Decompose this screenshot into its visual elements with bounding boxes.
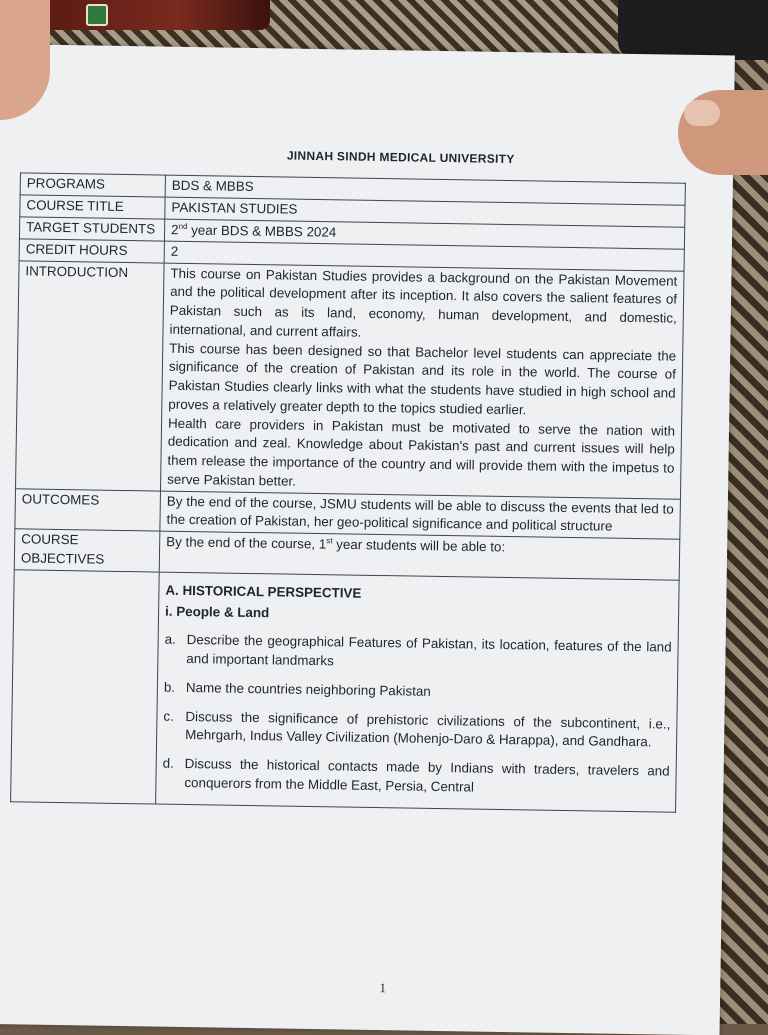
list-item: [163, 707, 671, 752]
course-objectives-intro: By the end of the course, 1st year students will be able to:: [159, 531, 680, 580]
thumbnail-nail: [684, 100, 720, 126]
university-title: JINNAH SINDH MEDICAL UNIVERSITY: [286, 148, 515, 167]
list-item-letter: b.: [163, 679, 176, 695]
phone-device: [618, 0, 768, 60]
list-item-text: Discuss the significance of prehistoric civilizations of the subcontinent, i.e., Mehrgarh, Indus Valley Civilization (Mohenjo-Daro & Harappa), and Gandhara.: [185, 708, 671, 750]
course-outline-table: [10, 172, 686, 812]
list-item: [164, 678, 671, 705]
list-item: [164, 631, 672, 676]
subsection-heading: i. People & Land: [165, 603, 270, 620]
snack-wrapper: [40, 0, 270, 30]
empty-label-cell: [11, 570, 160, 804]
outcomes-value: By the end of the course, JSMU students will be able to discuss the events that led to the creation of Pakistan, her geo-political significance and political structure: [160, 491, 681, 540]
table-row: [16, 260, 685, 499]
section-heading: A. HISTORICAL PERSPECTIVE: [165, 582, 362, 601]
introduction-paragraph: This course has been designed so that Bachelor level students can appreciate the significance of the creation of Pakistan and its role in the world. The course of Pakistan Studies clearly links with what the students have studied in high school and proves a relatively greater depth to the topics studied earlier.: [168, 340, 677, 418]
list-item: [162, 755, 670, 800]
list-item-letter: d.: [162, 755, 175, 771]
programs-value: BDS & MBBS: [165, 175, 685, 205]
course-title-value: PAKISTAN STUDIES: [165, 197, 685, 227]
list-item-text: Describe the geographical Features of Pakistan, its location, features of the land and important landmarks: [186, 632, 672, 669]
table-row: [11, 570, 680, 812]
course-objectives-label: COURSE OBJECTIVES: [14, 529, 160, 572]
wrapper-emblem-icon: [86, 4, 108, 26]
list-item-letter: a.: [164, 631, 176, 648]
credit-hours-value: 2: [164, 241, 684, 271]
introduction-value: [161, 263, 685, 499]
target-students-value: 2nd year BDS & MBBS 2024: [164, 219, 684, 249]
objectives-list: [156, 572, 680, 812]
course-title-label: COURSE TITLE: [20, 195, 165, 219]
introduction-paragraph: Health care providers in Pakistan must be motivated to serve the nation with dedication and zeal. Knowledge about Pakistan's past and current issues will help them release the importance of the country and will provide them with the impetus to serve Pakistan better.: [167, 415, 676, 489]
credit-hours-label: CREDIT HOURS: [19, 239, 164, 263]
outcomes-label: OUTCOMES: [15, 489, 161, 532]
introduction-paragraph: This course on Pakistan Studies provides a background on the Pakistan Movement and the political development after its inception. It also covers the salient features of Pakistan such as its land, economy, human development, and domestic, international, and current affairs.: [169, 265, 678, 340]
document-page: [0, 44, 735, 1035]
right-hand: [678, 90, 768, 175]
programs-label: PROGRAMS: [20, 173, 165, 197]
introduction-label: INTRODUCTION: [16, 260, 165, 490]
list-item-text: Discuss the historical contacts made by Indians with traders, travelers and conquerors from the Middle East, Persia, Central: [184, 756, 670, 795]
page-number: 1: [379, 980, 387, 996]
list-item-text: Name the countries neighboring Pakistan: [185, 679, 431, 699]
target-students-label: TARGET STUDENTS: [19, 216, 164, 241]
list-item-letter: c.: [163, 708, 175, 724]
